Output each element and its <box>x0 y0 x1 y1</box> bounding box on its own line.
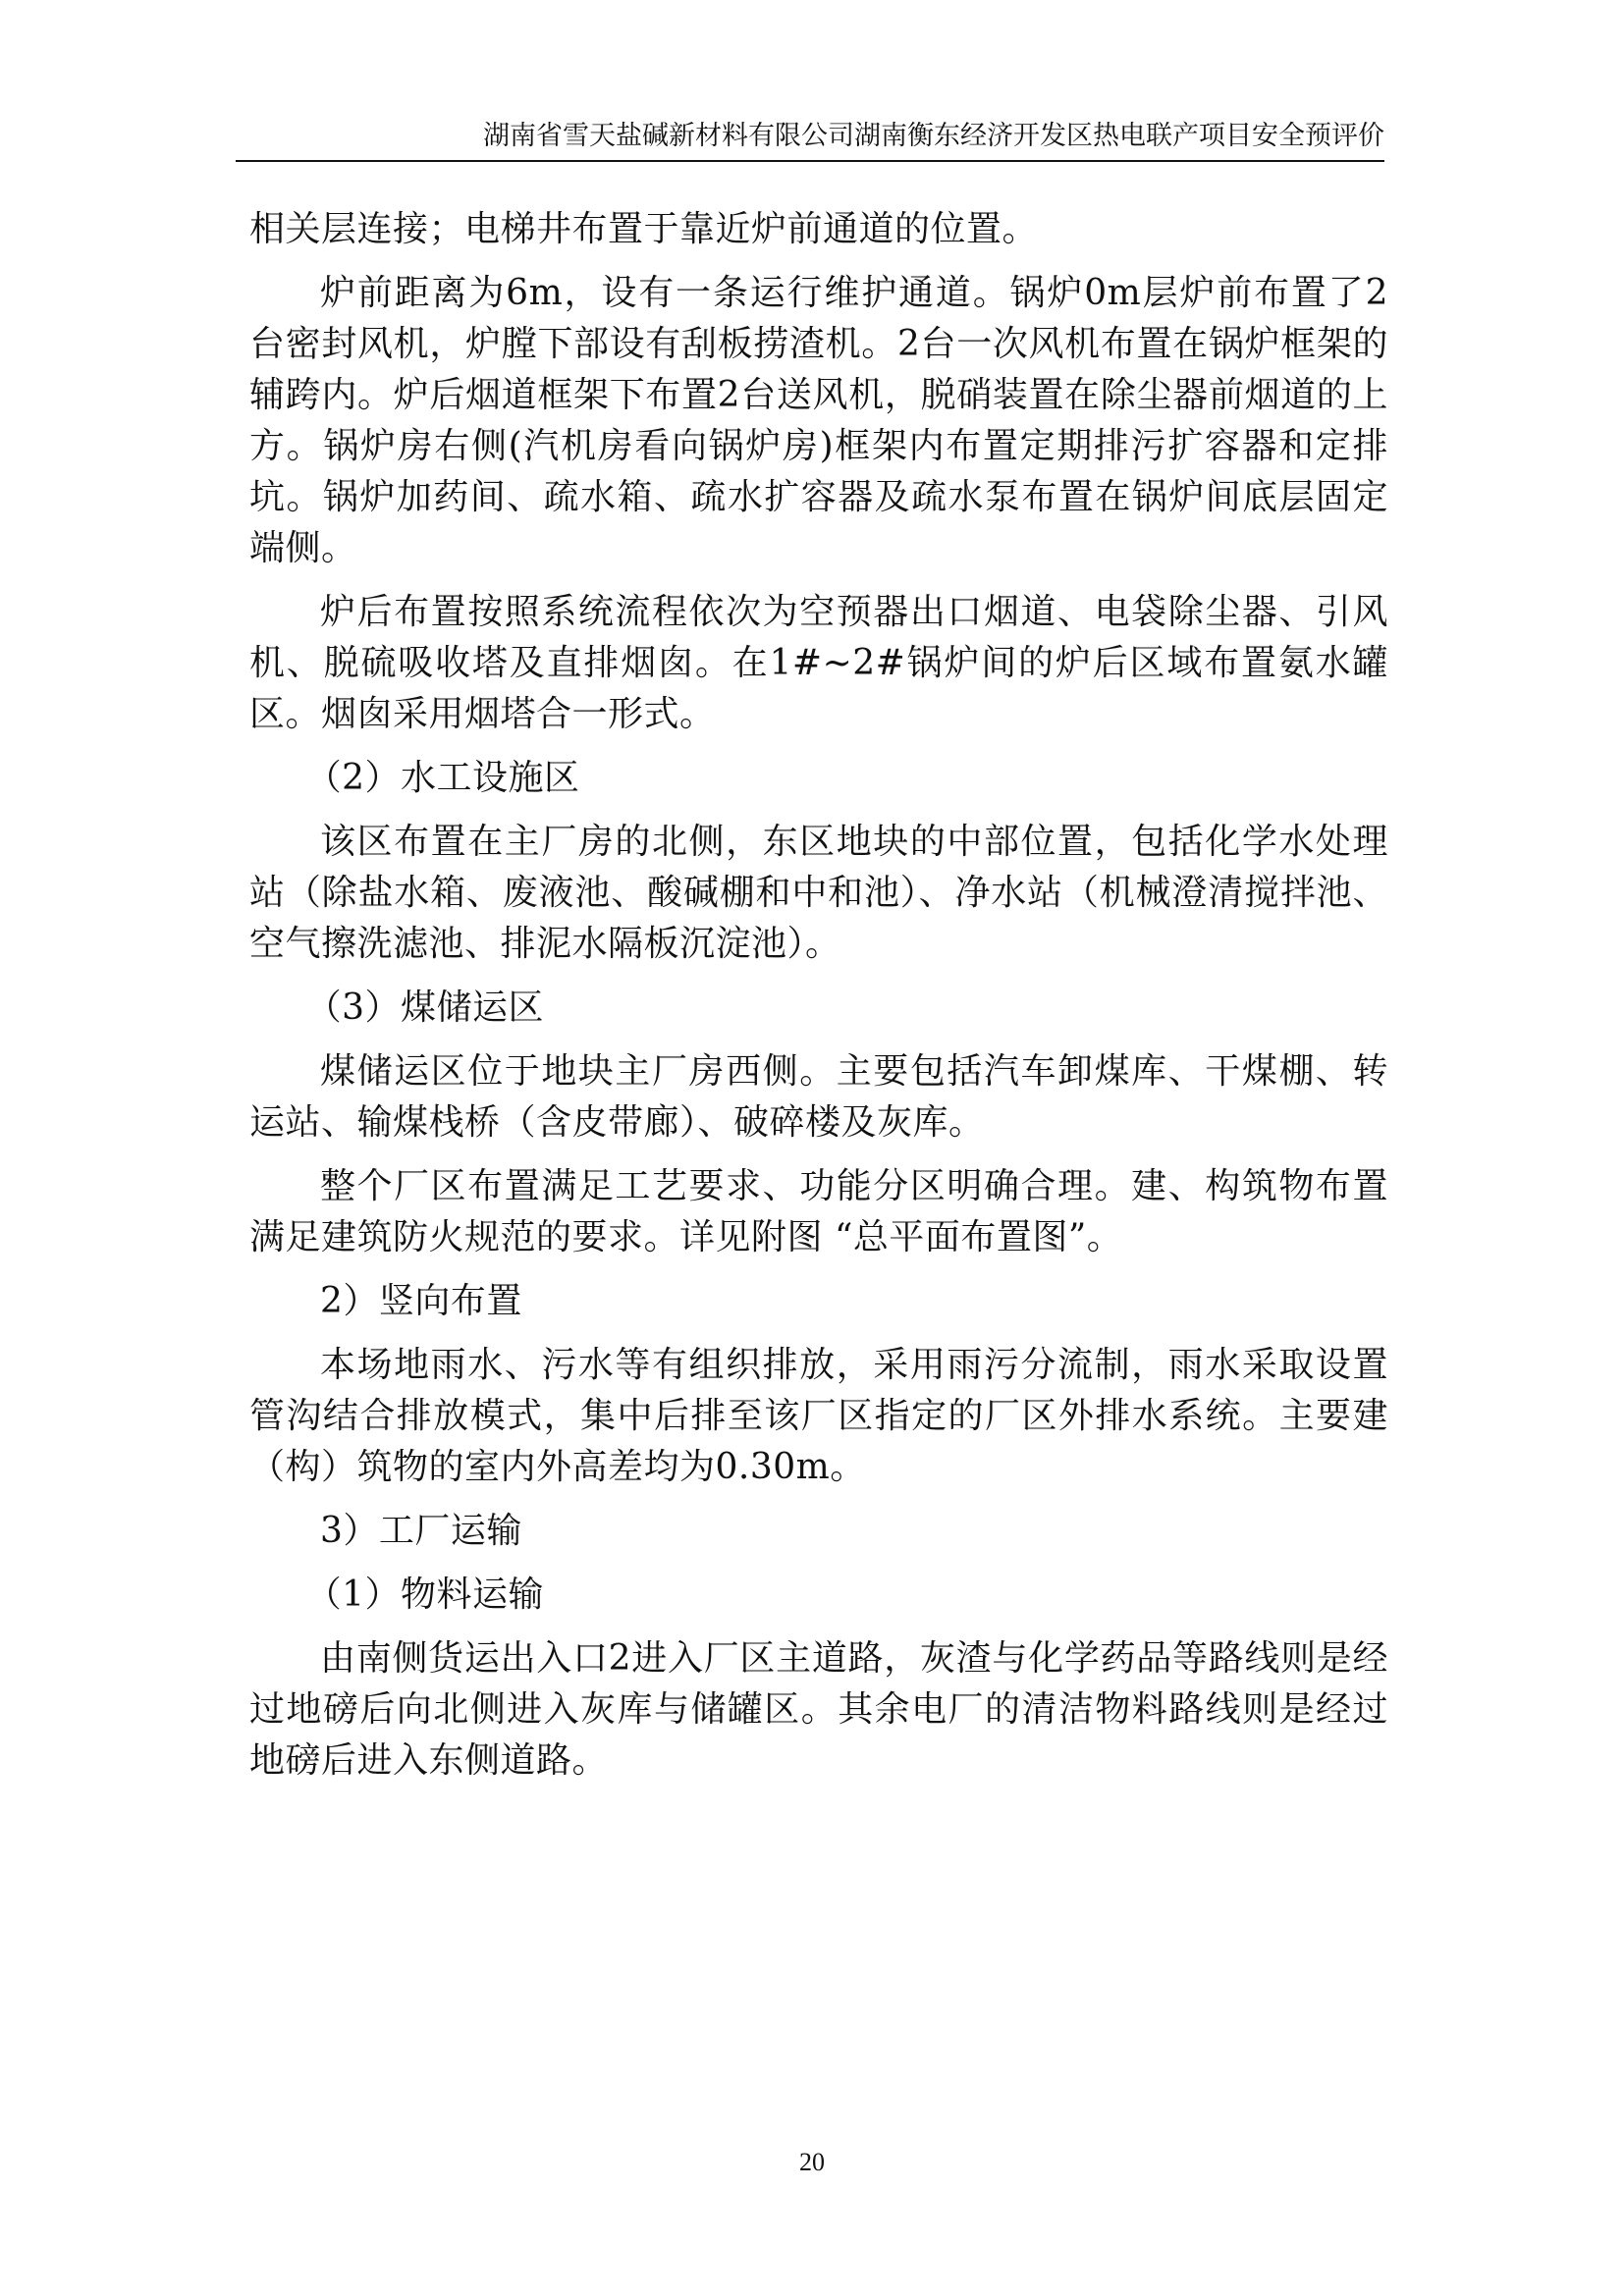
paragraph-water-facilities: 该区布置在主厂房的北侧，东区地块的中部位置，包括化学水处理站（除盐水箱、废液池、酸碱棚和中和池）、净水站（机械澄清搅拌池、空气擦洗滤池、排泥水隔板沉淀池）。 <box>249 822 1388 964</box>
subheading-water-facilities: （2）水工设施区 <box>305 758 580 798</box>
heading-factory-transport: 3）工厂运输 <box>320 1511 522 1551</box>
paragraph-boiler-front: 炉前距离为6m，设有一条运行维护通道。锅炉0m层炉前布置了2台密封风机，炉膛下部设有刮板捞渣机。2台一次风机布置在锅炉框架的辅跨内。炉后烟道框架下布置2台送风机，脱硝装置在除尘器前烟道的上方。锅炉房右侧(汽机房看向锅炉房)框架内布置定期排污扩容器和定排坑。锅炉加药间、疏水箱、疏水扩容器及疏水泵布置在锅炉间底层固定端侧。 <box>249 273 1388 568</box>
paragraph-coal-storage: 煤储运区位于地块主厂房西侧。主要包括汽车卸煤库、干煤棚、转运站、输煤栈桥（含皮带廊）、破碎楼及灰库。 <box>249 1051 1388 1143</box>
subheading-material-transport: （1）物料运输 <box>305 1575 544 1615</box>
paragraph-boiler-rear: 炉后布置按照系统流程依次为空预器出口烟道、电袋除尘器、引风机、脱硫吸收塔及直排烟囱。在1#~2#锅炉间的炉后区域布置氨水罐区。烟囱采用烟塔合一形式。 <box>249 592 1388 734</box>
heading-vertical-layout: 2）竖向布置 <box>320 1281 522 1321</box>
page-number: 20 <box>799 2148 825 2176</box>
header-divider <box>236 160 1384 162</box>
document-body <box>249 204 1388 1799</box>
paragraph-material-transport: 由南侧货运出入口2进入厂区主道路，灰渣与化学药品等路线则是经过地磅后向北侧进入灰库与储罐区。其余电厂的清洁物料路线则是经过地磅后进入东侧道路。 <box>249 1638 1388 1781</box>
paragraph-continuation: 相关层连接；电梯井布置于靠近炉前通道的位置。 <box>249 209 1039 249</box>
page-header: 湖南省雪天盐碱新材料有限公司湖南衡东经济开发区热电联产项目安全预评价 <box>483 121 1384 151</box>
paragraph-layout-summary: 整个厂区布置满足工艺要求、功能分区明确合理。建、构筑物布置满足建筑防火规范的要求。详见附图 “总平面布置图”。 <box>249 1166 1388 1257</box>
subheading-coal-storage: （3）煤储运区 <box>305 988 544 1028</box>
paragraph-vertical-layout: 本场地雨水、污水等有组织排放，采用雨污分流制，雨水采取设置管沟结合排放模式，集中后排至该厂区指定的厂区外排水系统。主要建（构）筑物的室内外高差均为0.30m。 <box>249 1345 1388 1487</box>
